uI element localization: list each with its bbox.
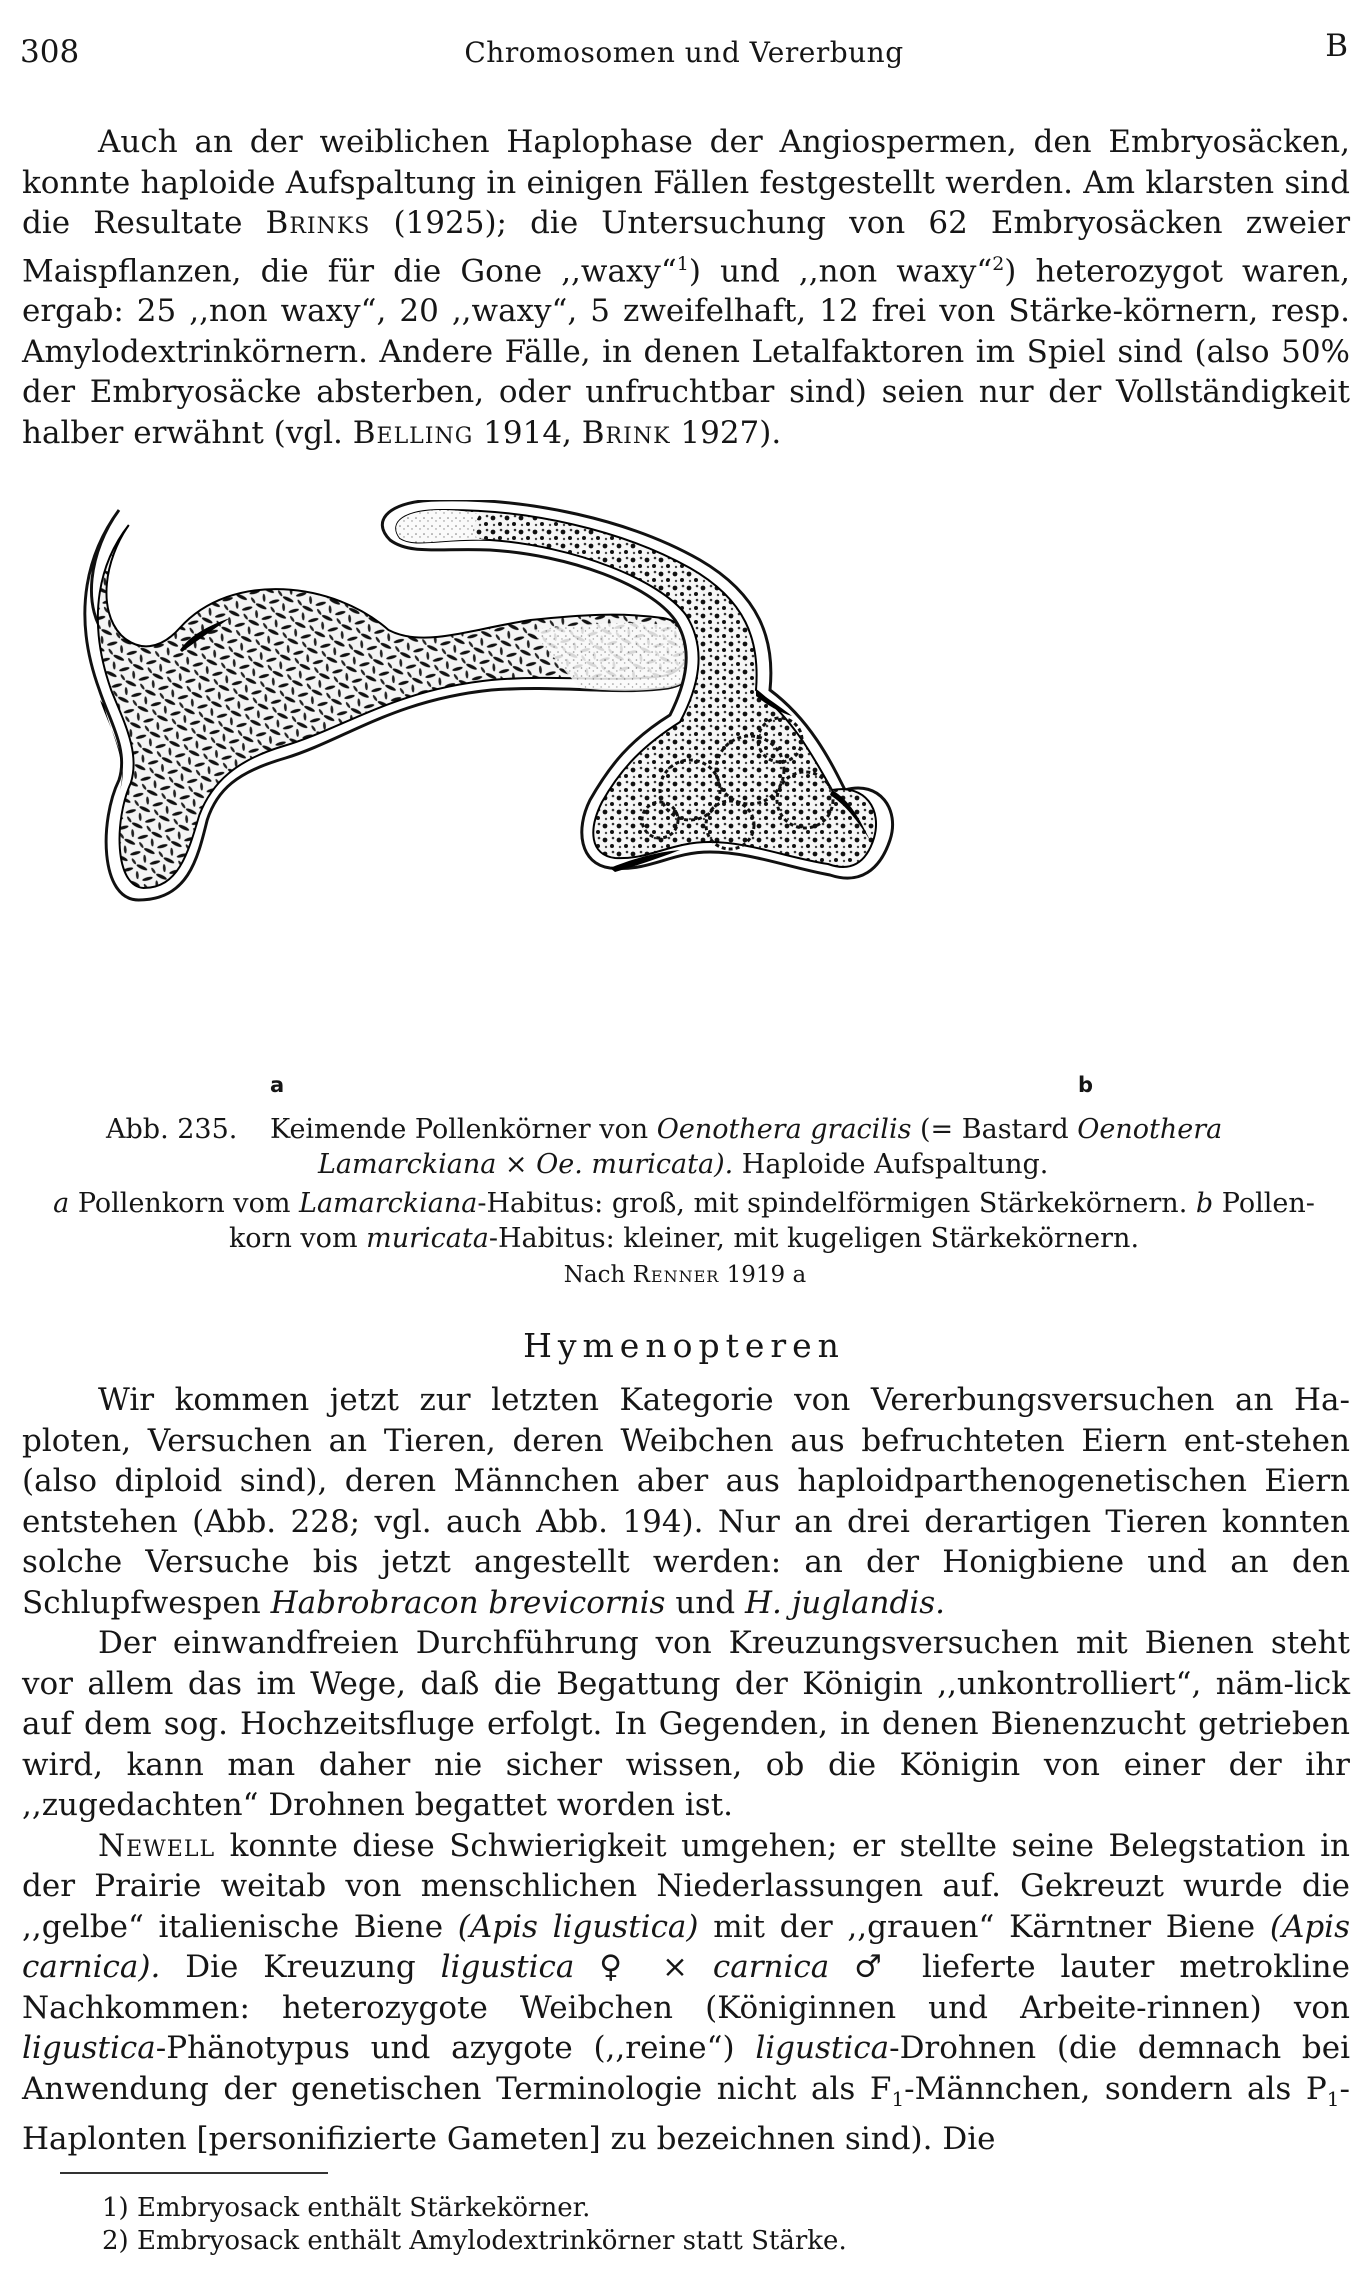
text-run: Die Kreuzung	[160, 1949, 441, 1985]
footnote-2: 2) Embryosack enthält Amylodextrinkörner statt Stärke.	[102, 2226, 847, 2256]
paragraph-newell	[22, 1826, 1350, 2160]
paragraph-haplonts	[22, 1380, 1350, 1623]
page-number: 308	[20, 34, 80, 70]
section-heading: Hymenopteren	[523, 1326, 845, 1365]
figure-subcaption	[26, 1186, 1342, 1256]
text-run: konnte diese Schwierigkeit umgehen; er stellte seine Belegstation in der Prairie weitab von menschlichen Niederlassungen auf. Gekreuzt wurde die ,,gelbe“ italienische Biene	[22, 1827, 1350, 1945]
text-run: ♀ ×	[574, 1949, 713, 1985]
subscript: 1	[1326, 2086, 1340, 2111]
text-run: und	[665, 1584, 745, 1621]
footnote-1: 1) Embryosack enthält Stärkekörner.	[102, 2193, 591, 2223]
species-name: (Apis ligustica)	[457, 1908, 699, 1945]
species-name: carnica	[712, 1949, 830, 1985]
author-name: Renner	[632, 1262, 720, 1288]
pollen-illustration	[70, 500, 1300, 1070]
species-name: Oenothera	[1077, 1114, 1223, 1145]
footnote-ref: 1	[676, 252, 689, 275]
paragraph-bees: Der einwandfreien Durchführung von Kreuzungsversuchen mit Bienen steht vor allem das im Wege, daß die Begattung der Königin ,,unkontrolliert“, näm-lick auf dem sog. Hochzeitsfluge erfolgt. In Gegenden, in denen Bienenzucht getrieben wird, kann man daher nie sicher wissen, ob die Königin von einer der ihr ,,zugedachten“ Drohnen begattet worden ist.	[22, 1625, 1350, 1823]
subscript: 1	[891, 2086, 905, 2111]
signature-mark: B	[1325, 28, 1348, 64]
species-name: ligustica	[440, 1949, 575, 1985]
species-name: ligustica	[22, 2030, 156, 2066]
species-name: Lamarckiana	[299, 1188, 478, 1219]
text-run: -Habitus: kleiner, mit kugeligen Stärkekörnern.	[488, 1223, 1140, 1254]
author-name: Brink	[581, 414, 671, 451]
text-run: -Männchen, sondern als P	[904, 2070, 1327, 2107]
text-run: Pollen-korn vom	[228, 1188, 1315, 1254]
text-run: 1914,	[473, 414, 582, 451]
text-run: Pollenkorn vom	[69, 1188, 300, 1219]
text-run: Keimende Pollenkörner von	[270, 1114, 657, 1145]
figure-pollen-grains	[70, 500, 1300, 1100]
text-run: Auch an der weiblichen Haplophase der Angiospermen, den Embryosäcken, konnte haploide Aufspaltung in einigen Fällen festgestellt werden. Am klarsten sind die Resultate	[22, 124, 1350, 241]
text-run: Nach	[563, 1262, 633, 1288]
text-run: mit der ,,grauen“ Kärntner Biene	[698, 1908, 1270, 1945]
text-run: -Haplonten [personifizierte Gameten] zu bezeichnen sind). Die	[22, 2070, 1351, 2158]
species-name: H. juglandis.	[744, 1584, 945, 1621]
text-run: ) und ,,non waxy“	[688, 252, 993, 289]
footnotes	[102, 2192, 847, 2258]
species-name: (Apis carnica).	[22, 1908, 1350, 1985]
species-name: ligustica	[755, 2030, 890, 2066]
figure-number: Abb. 235.	[106, 1114, 238, 1145]
text-run: -Habitus: groß, mit spindelförmigen Stärkekörnern.	[477, 1188, 1196, 1219]
paragraph-embryosacs	[22, 122, 1350, 453]
text-run: -Phänotypus und azygote (,,reine“)	[155, 2030, 756, 2066]
species-name: Lamarckiana × Oe. muricata).	[318, 1149, 734, 1180]
text-run: 1919 a	[719, 1262, 807, 1288]
figure-source	[40, 1258, 1330, 1293]
species-name: muricata	[366, 1223, 489, 1254]
text-run: -Drohnen (die demnach bei Anwendung der genetischen Terminologie nicht als F	[22, 2030, 1350, 2107]
text-run: ♂ lieferte lauter metrokline Nachkommen: heterozygote Weibchen (Königinnen und Arbeite-rinnen) von	[22, 1949, 1350, 2026]
species-name: Habrobracon brevicornis	[270, 1584, 666, 1621]
page-header	[20, 28, 1348, 68]
author-name: Brinks	[265, 205, 371, 241]
body-text	[22, 1380, 1350, 2160]
author-name: Belling	[352, 414, 474, 451]
text-run: (= Bastard	[911, 1114, 1078, 1145]
text-run: (1925); die Untersuchung von 62 Embryosäcken zweier Maispflanzen, die für die Gone ,,waxy“	[22, 205, 1351, 289]
author-name: Newell	[98, 1827, 216, 1864]
sub-label: a	[53, 1188, 70, 1219]
caption-body	[270, 1112, 1290, 1182]
footnote-rule	[60, 2172, 328, 2174]
text-run: 1927).	[670, 414, 782, 451]
species-name: Oenothera gracilis	[656, 1114, 912, 1145]
text-run: ) heterozygot waren, ergab: 25 ,,non waxy“, 20 ,,waxy“, 5 zweifelhaft, 12 frei von Stärke-körnern, resp. Amylodextrinkörnern. Andere Fälle, in denen Letalfaktoren im Spiel sind (also 50% der Embryosäcke absterben, oder unfruchtbar sind) seien nur der Vollständigkeit halber erwähnt (vgl.	[22, 252, 1350, 451]
figure-label-a: a	[270, 1073, 285, 1097]
text-run: Wir kommen jetzt zur letzten Kategorie von Vererbungsversuchen an Ha-ploten, Versuchen an Tieren, deren Weibchen aus befruchteten Eiern ent-stehen (also diploid sind), deren Männchen aber aus haploidparthenogenetischen Eiern entstehen (Abb. 228; vgl. auch Abb. 194). Nur an drei derartigen Tieren konnten solche Versuche bis jetzt angestellt werden: an der Honigbiene und an den Schlupfwespen	[22, 1382, 1350, 1621]
running-title: Chromosomen und Vererbung	[464, 36, 904, 69]
footnote-ref: 2	[992, 252, 1005, 275]
text-run: Haploide Aufspaltung.	[733, 1149, 1049, 1180]
figure-label-b: b	[1078, 1073, 1094, 1097]
caption-line-2	[270, 1147, 1290, 1182]
sub-label: b	[1195, 1188, 1214, 1219]
